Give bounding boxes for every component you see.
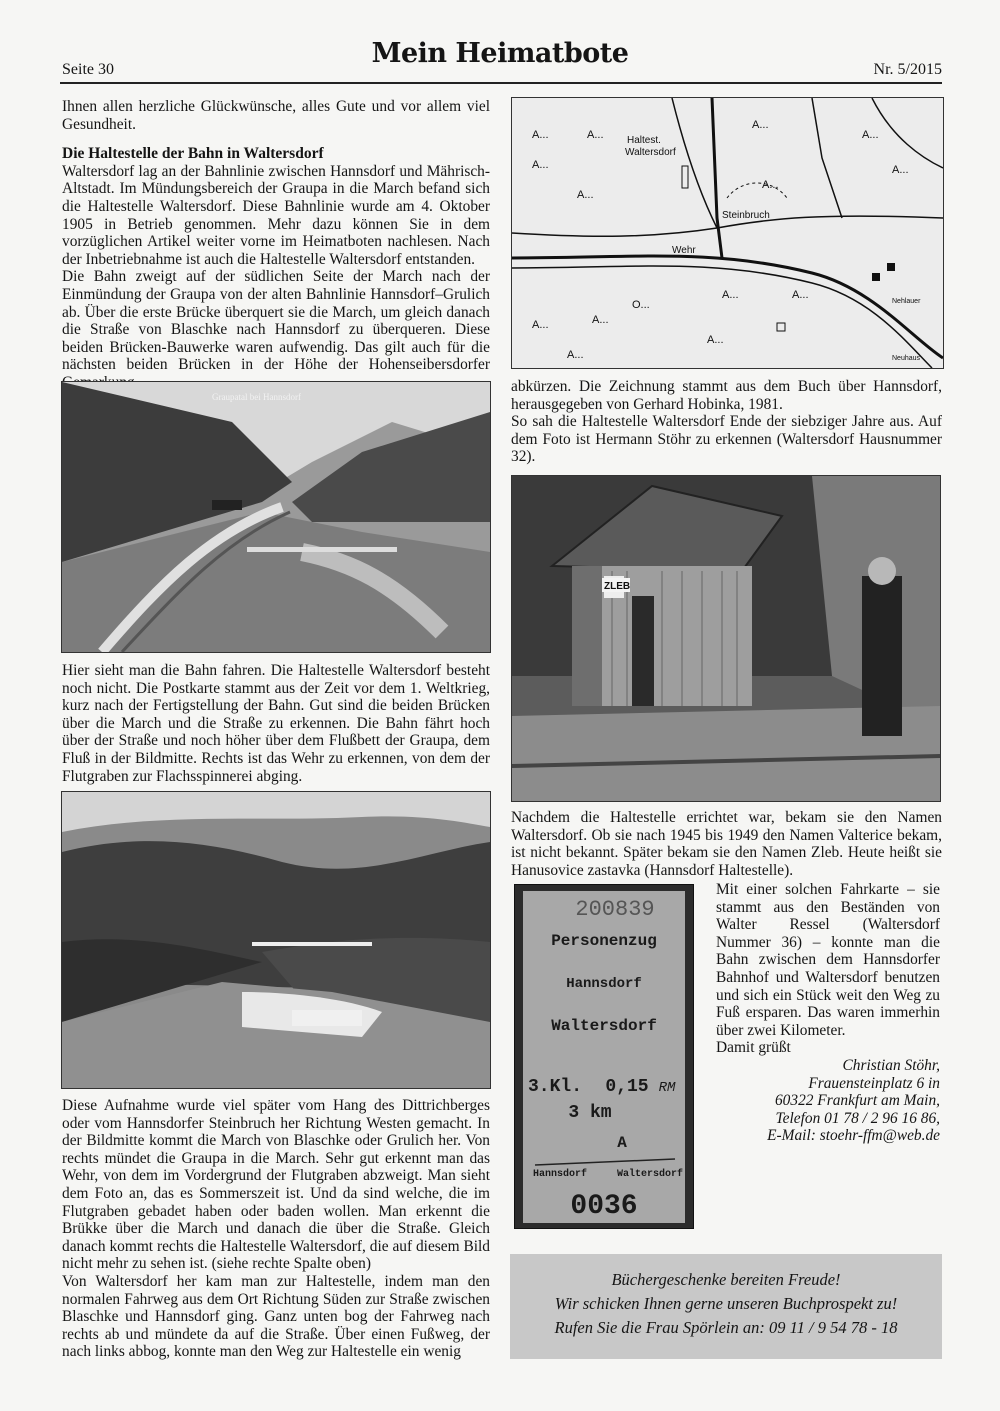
- masthead-logo: Mein Heimatbote: [371, 38, 629, 69]
- book-ad-box: [510, 1254, 942, 1359]
- ad-line-1: Büchergeschenke bereiten Freude!: [611, 1270, 841, 1289]
- svg-text:O...: O...: [632, 299, 650, 311]
- svg-text:A...: A...: [577, 189, 594, 201]
- svg-text:A...: A...: [792, 289, 809, 301]
- svg-text:A...: A...: [532, 319, 549, 331]
- ticket-price: 0,15: [605, 1077, 649, 1097]
- map-label-nehlauer: Nehlauer: [892, 298, 921, 305]
- svg-text:A...: A...: [707, 334, 724, 346]
- author-phone: Telefon 01 78 / 2 96 16 86,: [775, 1109, 940, 1127]
- ad-line-2: Wir schicken Ihnen gerne unseren Buchprospekt zu!: [554, 1294, 898, 1313]
- valley-description: Diese Aufnahme wurde viel später vom Hang des Dittrichberges oder vom Hannsdorfer Steinbruch her Richtung Westen gemacht. In der Bildmitte kommt die March von Blaschke oder Grulich her. Von rechts mündet die Graupa in die March. Sehr gut erkennt man das Wehr, von dem im Vordergrund der Flutgraben abzweigt. Man sieht dem Foto an, das es Sommerszeit ist. Und da sind welche, die im Flutgraben gebadet haben oder baden wollen. Man erkennt die Brükke über die March und danach die über die Straße. Gleich danach kommt rechts die Haltestelle Waltersdorf, die auf diesem Bild nicht mehr zu sehen ist. (siehe rechte Spalte oben): [62, 1097, 490, 1273]
- valley-photo: [61, 791, 491, 1089]
- ticket-number: 0036: [570, 1191, 638, 1222]
- left-column-top: [62, 98, 490, 392]
- ticket-class: 3.Kl.: [527, 1077, 583, 1097]
- svg-text:A...: A...: [892, 164, 909, 176]
- ticket-to: Waltersdorf: [551, 1017, 657, 1035]
- station-photo-intro: So sah die Haltestelle Waltersdorf Ende der siebziger Jahre aus. Auf dem Foto ist Hermann Stöhr zu erkennen (Waltersdorf Hausnummer 32).: [511, 413, 942, 466]
- ticket-description: Mit einer solchen Fahrkarte – sie stammt aus den Beständen von Walter Ressel (Waltersdorf Nummer 36) – konnte man die Bahn zwischen dem Hannsdorfer Bahnhof und Waltersdorf benutzen und sich ein Stück weit den Weg zu Fuß ersparen. Das waren immerhin über zwei Kilometer.: [716, 881, 940, 1039]
- ticket-distance: 3 km: [568, 1103, 612, 1123]
- path-description: Von Waltersdorf her kam man zur Haltestelle, indem man den normalen Fahrweg aus dem Ort Richtung Süden zur Straße zwischen Blaschke und Hannsdorf ging. Ganz unten bog der Fahrweg nach rechts ab und mündete da auf die Straße. Über einen Fußweg, der nach links abbog, konnte man den Weg zur Haltestelle ein wenig: [62, 1272, 490, 1361]
- article-heading: Die Haltestelle der Bahn in Waltersdorf: [62, 145, 324, 163]
- right-column-ticket-text: [716, 881, 940, 1145]
- article-paragraph-1: Waltersdorf lag an der Bahnlinie zwischen Hannsdorf und Mährisch-Altstadt. Im Mündungsbereich der Graupa in die March befand sich die Haltestelle Waltersdorf. Diese Bahnlinie wurde am 4. Oktober 1905 in Betrieb genommen. Mehr dazu können Sie in dem vorzüglichen Artikel weiter vorne im Heimatboten nachlesen. Nach der Inbetriebnahme ist auch die Haltestelle Waltersdorf entstanden.: [62, 162, 490, 268]
- station-names-paragraph: Nachdem die Haltestelle errichtet war, bekam sie den Namen Waltersdorf. Ob sie nach 1945 bis 1949 den Namen Valterice bekam, ist nicht bekannt. Später bekam sie den Namen Zleb. Heute heißt sie Hanusovice zastavka (Hannsdorf Haltestelle).: [511, 809, 942, 879]
- ticket-photo: [514, 884, 694, 1229]
- ticket-route-from: Hannsdorf: [532, 1169, 588, 1180]
- ad-line-3: Rufen Sie die Frau Spörlein an: 09 11 / 9 54 78 - 18: [554, 1318, 898, 1337]
- svg-text:A...: A...: [862, 129, 879, 141]
- right-column-middle: [511, 809, 942, 879]
- svg-text:A...: A...: [587, 129, 604, 141]
- svg-text:A...: A...: [532, 129, 549, 141]
- right-column-top: [511, 378, 942, 466]
- author-street: Frauensteinplatz 6 in: [808, 1074, 940, 1092]
- author-city: 60322 Frankfurt am Main,: [774, 1092, 940, 1110]
- map-label-quarry: Steinbruch: [722, 210, 770, 221]
- author-name: Christian Stöhr,: [842, 1056, 940, 1074]
- map-label-station-line2: Waltersdorf: [625, 147, 676, 158]
- ticket-type: Personenzug: [551, 932, 657, 950]
- author-email: E-Mail: stoehr-ffm@web.de: [767, 1127, 940, 1145]
- postcard-photo: [61, 381, 491, 653]
- issue-number: Nr. 5/2015: [873, 61, 942, 78]
- map-label-station-line1: Haltest.: [627, 135, 661, 146]
- svg-text:A...: A...: [532, 159, 549, 171]
- signoff: Damit grüßt: [716, 1039, 791, 1057]
- ticket-currency: RM: [658, 1080, 676, 1096]
- page-number: Seite 30: [62, 61, 114, 78]
- postcard-description: Hier sieht man die Bahn fahren. Die Haltestelle Waltersdorf besteht noch nicht. Die Postkarte stammt aus der Zeit vor dem 1. Weltkrieg, kurz nach der Fertigstellung der Bahn. Gut sind die beiden Brücken über die March und die Straße zu erkennen. Die Bahn fährt hoch über der Straße und noch höher über dem Flußbett der Graupa, dem Fluß in der Bildmitte. Rechts ist das Wehr zu erkennen, von dem der Flutgraben zur Flachsspinnerei abging.: [62, 662, 490, 785]
- svg-text:A...: A...: [592, 314, 609, 326]
- header-rule: [60, 82, 942, 84]
- map-source-paragraph: abkürzen. Die Zeichnung stammt aus dem Buch über Hannsdorf, herausgegeben von Gerhard Hobinka, 1981.: [511, 378, 942, 413]
- map-drawing: [511, 97, 944, 369]
- ticket-serial: 200839: [575, 897, 655, 922]
- article-paragraph-2: Die Bahn zweigt auf der südlichen Seite der March nach der Einmündung der Graupa von der alten Bahnlinie Hannsdorf–Grulich ab. Über die erste Brücke überquert sie die March, um gleich danach die Straße von Blaschke nach Hannsdorf zu überqueren. Diese beiden Brücken-Bauwerke waren aufwendig. Das gilt auch für die nächsten beiden Brücken in der Höhe der Hohenseibersdorfer: [62, 268, 490, 374]
- svg-text:A...: A...: [567, 349, 584, 361]
- map-label-neuhaus: Neuhaus: [892, 355, 921, 362]
- ticket-route-to: Waltersdorf: [616, 1169, 684, 1180]
- svg-text:A...: A...: [752, 119, 769, 131]
- map-label-weir: Wehr: [672, 245, 696, 256]
- station-sign: ZLEB: [604, 581, 631, 592]
- postcard-caption: Graupatal bei Hannsdorf: [212, 392, 301, 402]
- left-column-middle: [62, 662, 490, 785]
- svg-text:A...: A...: [762, 179, 779, 191]
- left-column-bottom: [62, 1097, 490, 1361]
- intro-paragraph: Ihnen allen herzliche Glückwünsche, alles Gute und vor allem viel Gesundheit.: [62, 98, 490, 133]
- ticket-from: Hannsdorf: [566, 976, 642, 992]
- station-photo: [511, 475, 941, 802]
- ticket-letter: A: [617, 1134, 627, 1152]
- svg-text:A...: A...: [722, 289, 739, 301]
